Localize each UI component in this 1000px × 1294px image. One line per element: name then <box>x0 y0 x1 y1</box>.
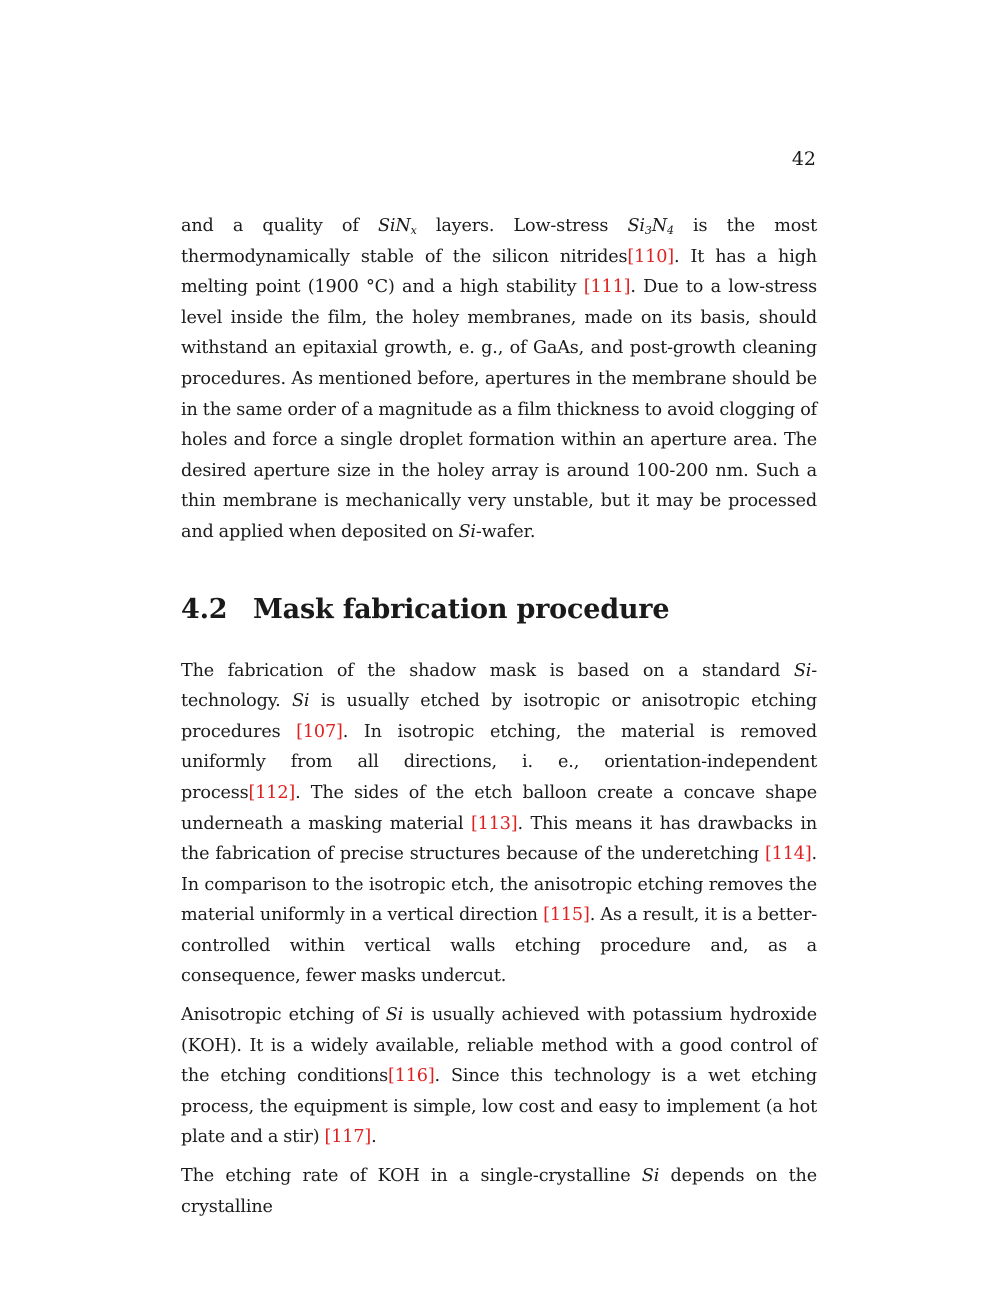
citation-link-115[interactable]: [115] <box>543 905 590 926</box>
paragraph-shadow-mask <box>181 656 817 993</box>
page-content <box>181 211 817 1222</box>
text-span: Anisotropic etching of <box>181 1005 386 1026</box>
text-span: The fabrication of the shadow mask is based on a standard <box>181 660 794 681</box>
citation-link-110[interactable]: [110] <box>627 246 674 267</box>
text-span: layers. Low-stress <box>416 216 628 236</box>
text-span: . In isotropic etching, the material is removed uniformly from all directions, i. e., orientation-independent process <box>181 721 817 803</box>
paragraph-etching-rate <box>181 1161 817 1222</box>
page-number: 42 <box>791 148 816 170</box>
section-number: 4.2 <box>181 593 228 625</box>
text-span: . Due to a low-stress level inside the film, the holey membranes, made on its basis, should withstand an epitaxial growth, e. g., of GaAs, and post-growth cleaning procedures. As mentioned before, apertures in the membrane should be in the same order of a magnitude as a film thickness to avoid clogging of holes and force a single droplet formation within an aperture area. The desired aperture size in the holey array is around 100-200 nm. Such a thin membrane is mechanically very unstable, but it may be processed and applied when deposited on <box>181 277 817 542</box>
math-si: Si <box>458 521 476 542</box>
math-si: Si <box>793 660 812 681</box>
citation-link-113[interactable]: [113] <box>470 813 518 834</box>
text-span: . This means it has drawbacks in the fabrication of precise structures because of the underetching <box>181 813 817 865</box>
math-si: Si <box>292 691 310 712</box>
text-span: . In comparison to the isotropic etch, the anisotropic etching removes the material uniformly in a vertical direction <box>181 844 817 926</box>
text-span: and a quality of <box>181 216 378 236</box>
citation-link-107[interactable]: [107] <box>296 721 343 742</box>
citation-link-111[interactable]: [111] <box>583 277 631 298</box>
citation-link-112[interactable]: [112] <box>248 782 296 803</box>
text-span: The etching rate of KOH in a single-crystalline <box>181 1166 642 1187</box>
text-span: depends on the crystalline <box>181 1166 817 1217</box>
text-span: . <box>371 1127 377 1148</box>
math-si3n4: $Si_3N_4$ <box>627 216 674 237</box>
math-si: Si <box>641 1166 660 1187</box>
text-span: . As a result, it is a better-controlled within vertical walls etching procedure and, as a consequence, fewer masks undercut. <box>181 905 817 987</box>
math-sinx: SiN$_x$ <box>377 216 417 237</box>
math-si: Si <box>385 1005 404 1026</box>
citation-link-114[interactable]: [114] <box>764 844 812 865</box>
text-span: is the most thermodynamically stable of the silicon nitrides <box>181 216 817 267</box>
text-span: . It has a high melting point (1900 °C) and a high stability <box>181 246 817 298</box>
text-span: -technology. <box>181 660 817 712</box>
text-span: is usually etched by isotropic or anisotropic etching procedures <box>181 691 817 742</box>
section-heading <box>181 592 817 628</box>
paragraph-koh-etching <box>181 1000 817 1153</box>
citation-link-116[interactable]: [116] <box>387 1066 435 1087</box>
text-span: . Since this technology is a wet etching process, the equipment is simple, low cost and easy to implement (a hot plate and a stir) <box>181 1066 817 1148</box>
citation-link-117[interactable]: [117] <box>324 1127 372 1148</box>
text-span: is usually achieved with potassium hydroxide (KOH). It is a widely available, reliable method with a good control of the etching conditions <box>181 1005 817 1087</box>
text-span: -wafer. <box>475 521 536 542</box>
section-title: Mask fabrication procedure <box>253 593 670 625</box>
paragraph-sinx-layers <box>181 211 817 548</box>
text-span: . The sides of the etch balloon create a concave shape underneath a masking material <box>181 782 817 834</box>
